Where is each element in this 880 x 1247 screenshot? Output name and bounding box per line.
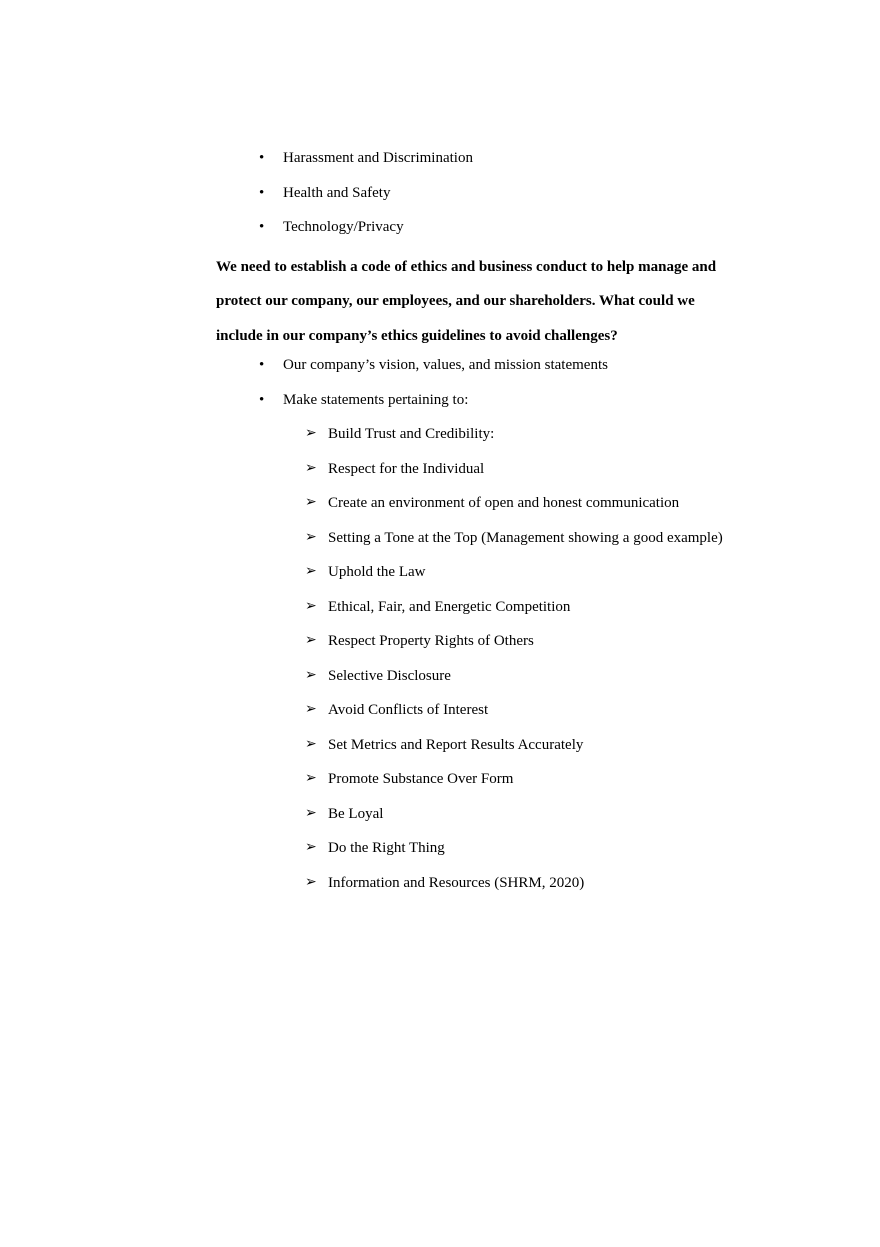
arrow-bullet-icon: ➢ (305, 805, 317, 821)
list-item-text: Health and Safety (283, 184, 391, 201)
question-paragraph (216, 250, 776, 354)
list-item (216, 388, 776, 423)
sublist-item-text: Create an environment of open and honest communication (328, 495, 680, 511)
sublist-item (216, 664, 776, 699)
sublist-item (216, 698, 776, 733)
statement-sublist (216, 422, 776, 905)
bullet-marker: • (259, 357, 265, 373)
sublist-item (216, 422, 776, 457)
list-item-text: Make statements pertaining to: (283, 391, 469, 408)
arrow-bullet-icon: ➢ (305, 529, 317, 545)
bullet-marker: • (259, 391, 265, 408)
arrow-bullet-icon: ➢ (305, 736, 317, 752)
sublist-item (216, 595, 776, 630)
sublist-item (216, 767, 776, 802)
sublist-item-text: Set Metrics and Report Results Accurately (328, 736, 584, 753)
arrow-bullet-icon: ➢ (305, 840, 317, 855)
sublist-item (216, 733, 776, 768)
question-line: include in our company’s ethics guidelines to avoid challenges? (216, 327, 618, 344)
arrow-bullet-icon: ➢ (305, 564, 317, 579)
sublist-item-text: Information and Resources (SHRM, 2020) (328, 874, 585, 891)
arrow-bullet-icon: ➢ (305, 426, 317, 441)
sublist-item-text: Promote Substance Over Form (328, 771, 514, 787)
arrow-bullet-icon: ➢ (305, 874, 317, 890)
sublist-item-text: Uphold the Law (328, 564, 426, 580)
sublist-item (216, 802, 776, 837)
arrow-bullet-icon: ➢ (305, 598, 317, 614)
sublist-item (216, 836, 776, 871)
list-item-text: Our company’s vision, values, and mission statements (283, 357, 608, 373)
arrow-bullet-icon: ➢ (305, 667, 317, 683)
sublist-item-text: Selective Disclosure (328, 667, 451, 684)
arrow-bullet-icon: ➢ (305, 702, 317, 717)
sublist-item-text: Build Trust and Credibility: (328, 426, 495, 442)
list-item-text: Harassment and Discrimination (283, 150, 473, 166)
sublist-item-text: Respect for the Individual (328, 460, 485, 477)
sublist-item-text: Ethical, Fair, and Energetic Competition (328, 598, 571, 615)
arrow-bullet-icon: ➢ (305, 495, 317, 510)
sublist-item-text: Setting a Tone at the Top (Management showing a good example) (328, 529, 723, 546)
sublist-item (216, 457, 776, 492)
list-item (216, 215, 776, 250)
bullet-marker: • (259, 184, 265, 201)
bullet-marker: • (259, 150, 265, 166)
sublist-item (216, 560, 776, 595)
bullet-marker: • (259, 219, 265, 235)
list-item (216, 353, 776, 388)
question-line: We need to establish a code of ethics and business conduct to help manage and (216, 258, 717, 275)
arrow-bullet-icon: ➢ (305, 460, 317, 476)
list-item (216, 181, 776, 216)
arrow-bullet-icon: ➢ (305, 771, 317, 786)
list-item (216, 146, 776, 181)
arrow-bullet-icon: ➢ (305, 633, 317, 648)
sublist-item (216, 526, 776, 561)
sublist-item (216, 871, 776, 906)
sublist-item-text: Respect Property Rights of Others (328, 633, 534, 649)
sublist-item-text: Avoid Conflicts of Interest (328, 702, 489, 718)
sublist-item (216, 629, 776, 664)
list-item-text: Technology/Privacy (283, 219, 404, 235)
document-body (216, 146, 776, 905)
sublist-item-text: Do the Right Thing (328, 840, 445, 856)
sublist-item (216, 491, 776, 526)
top-bullet-list (216, 146, 776, 250)
question-line: protect our company, our employees, and our shareholders. What could we (216, 293, 695, 309)
sublist-item-text: Be Loyal (328, 805, 384, 822)
answer-bullet-list (216, 353, 776, 422)
